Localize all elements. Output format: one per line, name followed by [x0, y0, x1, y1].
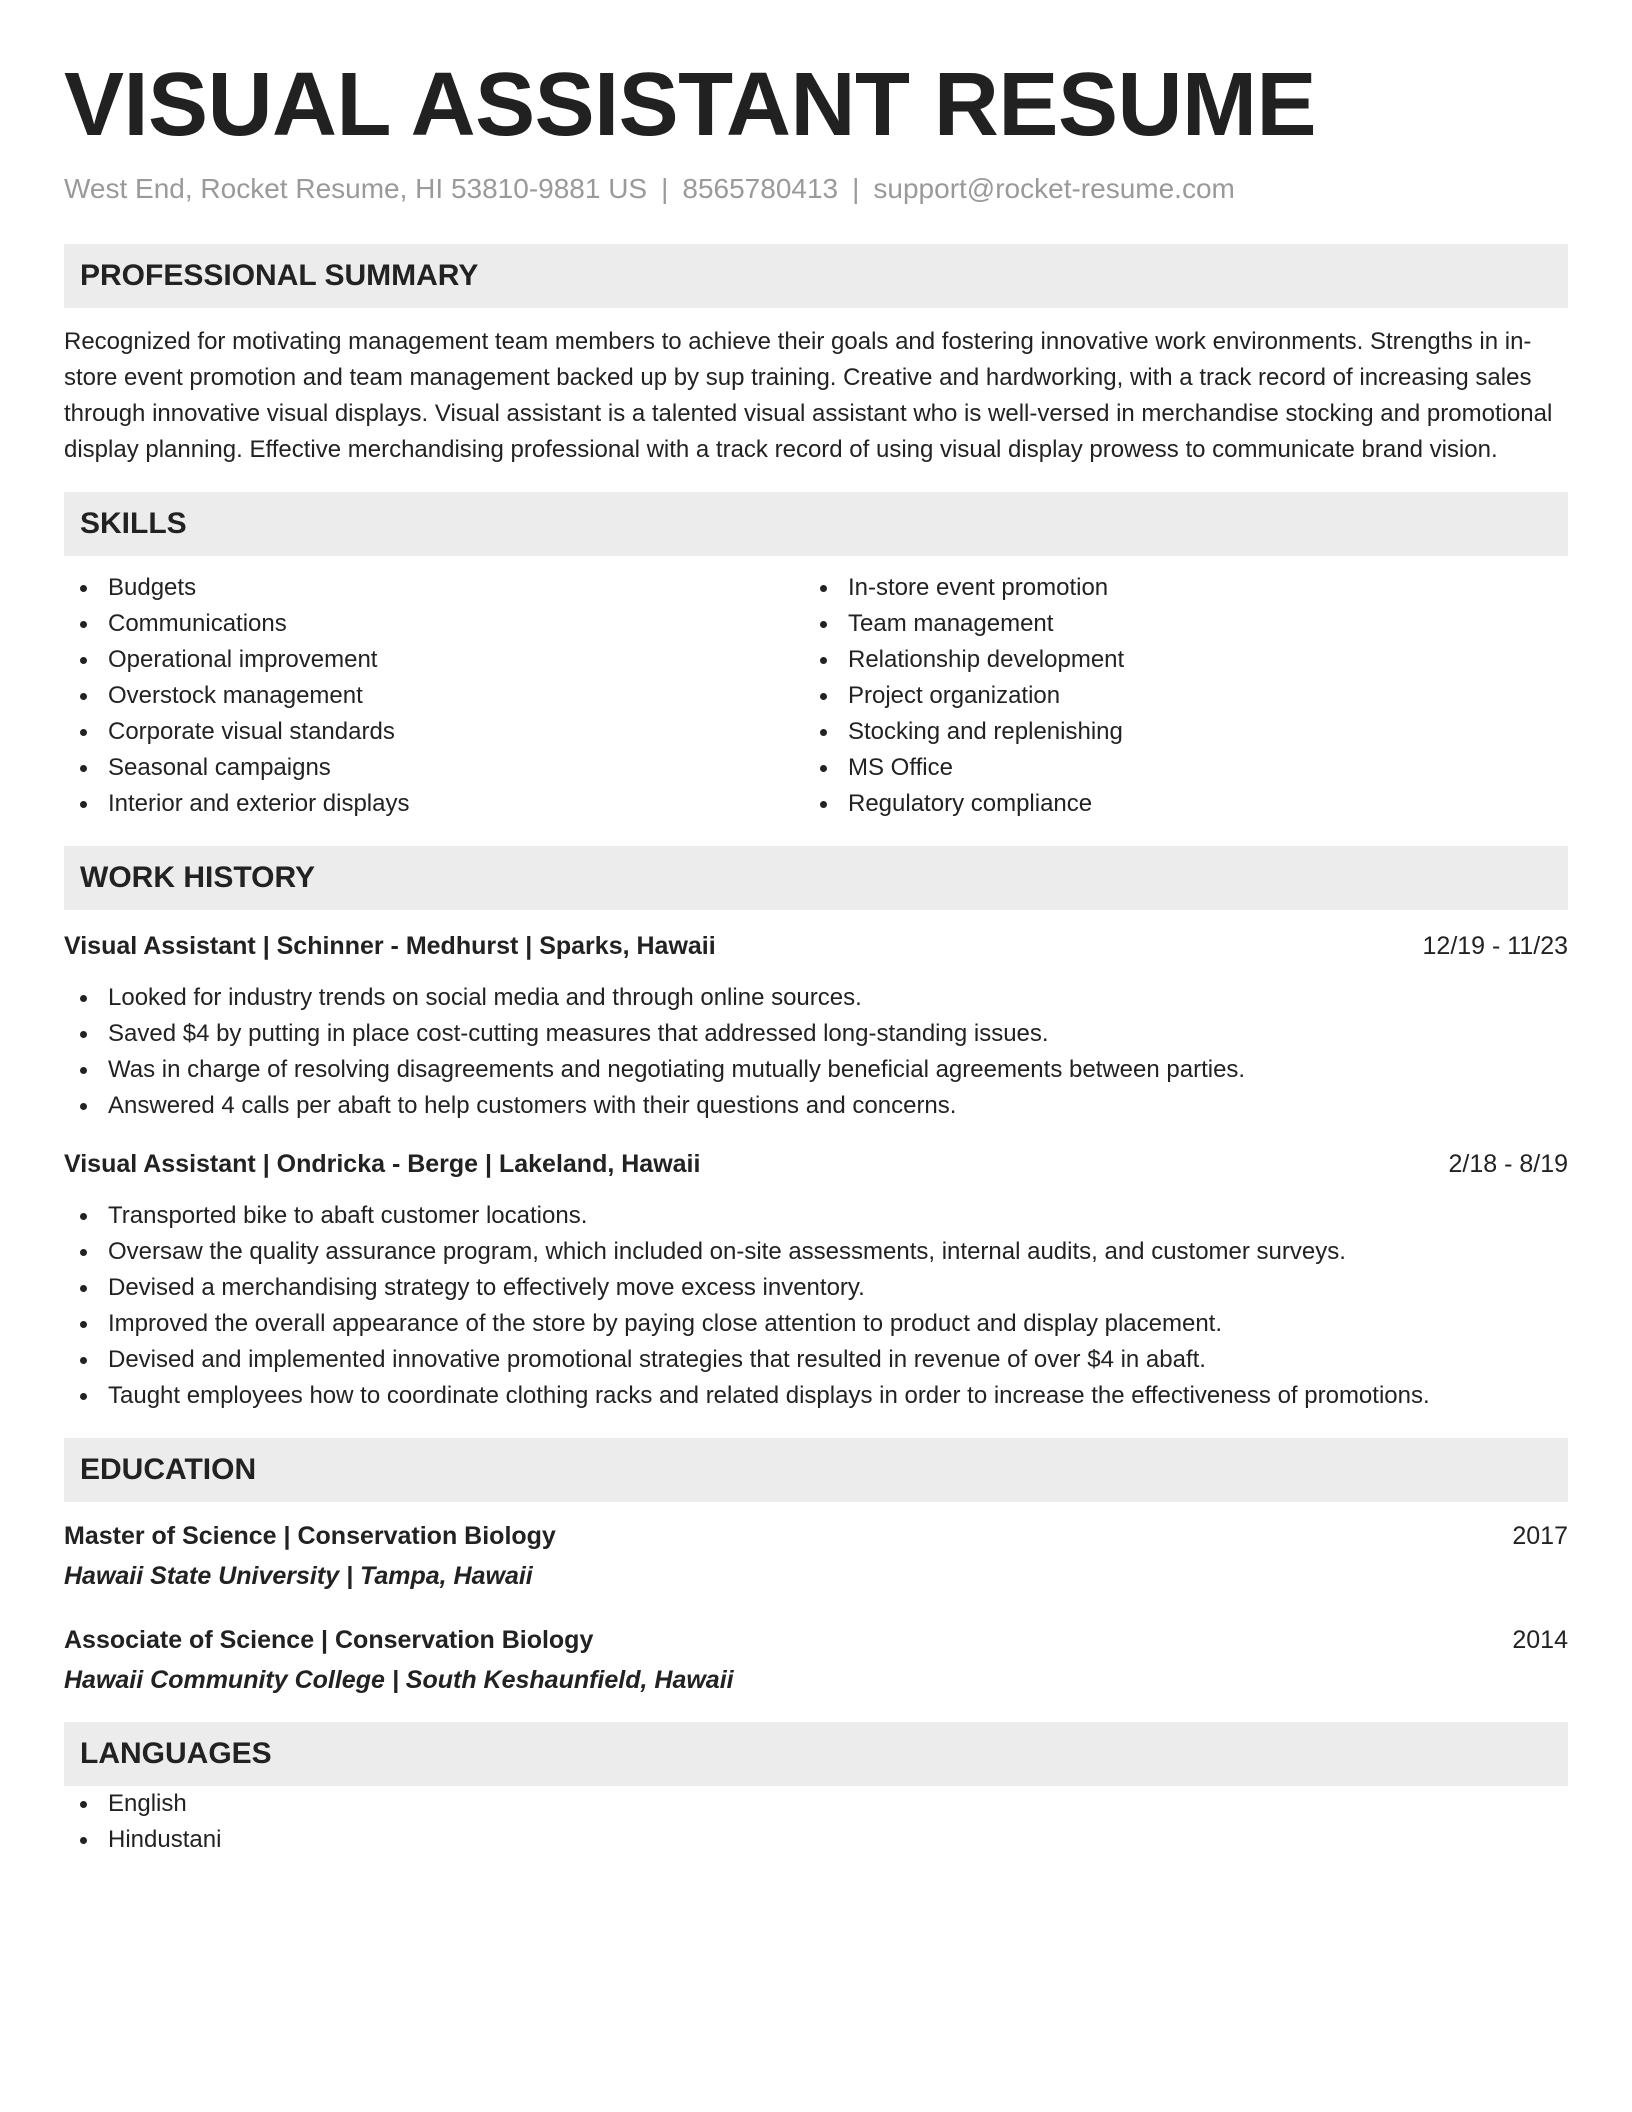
- contact-separator: |: [661, 173, 669, 204]
- education-school: Hawaii Community College | South Keshaunfield, Hawaii: [64, 1665, 734, 1694]
- skill-item: Interior and exterior displays: [64, 786, 804, 822]
- summary-section: [64, 244, 1568, 468]
- skills-heading: SKILLS: [64, 492, 1568, 556]
- job-bullets: [64, 1198, 1568, 1414]
- job-entry: [64, 928, 1568, 1124]
- language-item: English: [64, 1786, 1568, 1822]
- work-history-section: [64, 846, 1568, 1414]
- education-year: 2014: [1512, 1625, 1568, 1654]
- education-header: [64, 1518, 1568, 1554]
- summary-text: Recognized for motivating management team members to achieve their goals and fostering innovative work environments. Strengths in in-store event promotion and team management backed up by sup training. Creative and hardworking, with a track record of increasing sales through innovative visual displays. Visual assistant is a talented visual assistant who is well-versed in merchandise stocking and promotional display planning. Effective merchandising professional with a track record of using visual display prowess to communicate brand vision.: [64, 327, 1553, 463]
- job-bullet: Oversaw the quality assurance program, which included on-site assessments, internal audits, and customer surveys.: [64, 1234, 1568, 1270]
- languages-list: [64, 1786, 1568, 1858]
- skill-item: Stocking and replenishing: [804, 714, 1544, 750]
- skill-item: Budgets: [64, 570, 804, 606]
- resume-title: VISUAL ASSISTANT RESUME: [64, 55, 1316, 155]
- job-bullet: Devised a merchandising strategy to effectively move excess inventory.: [64, 1270, 1568, 1306]
- job-bullet: Looked for industry trends on social media and through online sources.: [64, 980, 1568, 1016]
- skills-section: [64, 492, 1568, 822]
- education-section: [64, 1438, 1568, 1698]
- education-header: [64, 1622, 1568, 1658]
- job-bullet: Taught employees how to coordinate clothing racks and related displays in order to increase the effectiveness of promotions.: [64, 1378, 1568, 1414]
- job-entry: [64, 1146, 1568, 1414]
- contact-line: [64, 172, 1568, 206]
- language-item: Hindustani: [64, 1822, 1568, 1858]
- education-entry: [64, 1518, 1568, 1594]
- skill-item: Project organization: [804, 678, 1544, 714]
- contact-phone: 8565780413: [682, 173, 839, 204]
- work-history-heading: WORK HISTORY: [64, 846, 1568, 910]
- job-bullet: Was in charge of resolving disagreements and negotiating mutually beneficial agreements between parties.: [64, 1052, 1568, 1088]
- education-degree: Master of Science | Conservation Biology: [64, 1521, 556, 1550]
- job-bullet: Devised and implemented innovative promotional strategies that resulted in revenue of over $4 in abaft.: [64, 1342, 1568, 1378]
- education-entry: [64, 1622, 1568, 1698]
- education-heading: EDUCATION: [64, 1438, 1568, 1502]
- languages-heading: LANGUAGES: [64, 1722, 1568, 1786]
- skill-item: Seasonal campaigns: [64, 750, 804, 786]
- skill-item: Communications: [64, 606, 804, 642]
- contact-email: support@rocket-resume.com: [873, 173, 1235, 204]
- skill-item: MS Office: [804, 750, 1544, 786]
- skills-grid: [64, 570, 1568, 822]
- education-degree: Associate of Science | Conservation Biology: [64, 1625, 594, 1654]
- summary-heading: PROFESSIONAL SUMMARY: [64, 244, 1568, 308]
- skill-item: Corporate visual standards: [64, 714, 804, 750]
- skill-item: Overstock management: [64, 678, 804, 714]
- skill-item: Operational improvement: [64, 642, 804, 678]
- skill-item: Regulatory compliance: [804, 786, 1544, 822]
- job-header: [64, 1146, 1568, 1182]
- skills-column-right: [804, 570, 1544, 822]
- skill-item: In-store event promotion: [804, 570, 1544, 606]
- job-title: Visual Assistant | Schinner - Medhurst | Sparks, Hawaii: [64, 931, 716, 960]
- job-bullet: Answered 4 calls per abaft to help customers with their questions and concerns.: [64, 1088, 1568, 1124]
- job-dates: 12/19 - 11/23: [1422, 931, 1568, 960]
- job-dates: 2/18 - 8/19: [1448, 1149, 1568, 1178]
- job-bullet: Saved $4 by putting in place cost-cutting measures that addressed long-standing issues.: [64, 1016, 1568, 1052]
- languages-section: [64, 1722, 1568, 1858]
- education-school: Hawaii State University | Tampa, Hawaii: [64, 1561, 533, 1590]
- skills-column-left: [64, 570, 804, 822]
- job-title: Visual Assistant | Ondricka - Berge | Lakeland, Hawaii: [64, 1149, 701, 1178]
- contact-separator: |: [852, 173, 860, 204]
- job-bullet: Improved the overall appearance of the store by paying close attention to product and display placement.: [64, 1306, 1568, 1342]
- skill-item: Team management: [804, 606, 1544, 642]
- skill-item: Relationship development: [804, 642, 1544, 678]
- education-year: 2017: [1512, 1521, 1568, 1550]
- job-bullets: [64, 980, 1568, 1124]
- contact-address: West End, Rocket Resume, HI 53810-9881 US: [64, 173, 648, 204]
- job-bullet: Transported bike to abaft customer locations.: [64, 1198, 1568, 1234]
- job-header: [64, 928, 1568, 964]
